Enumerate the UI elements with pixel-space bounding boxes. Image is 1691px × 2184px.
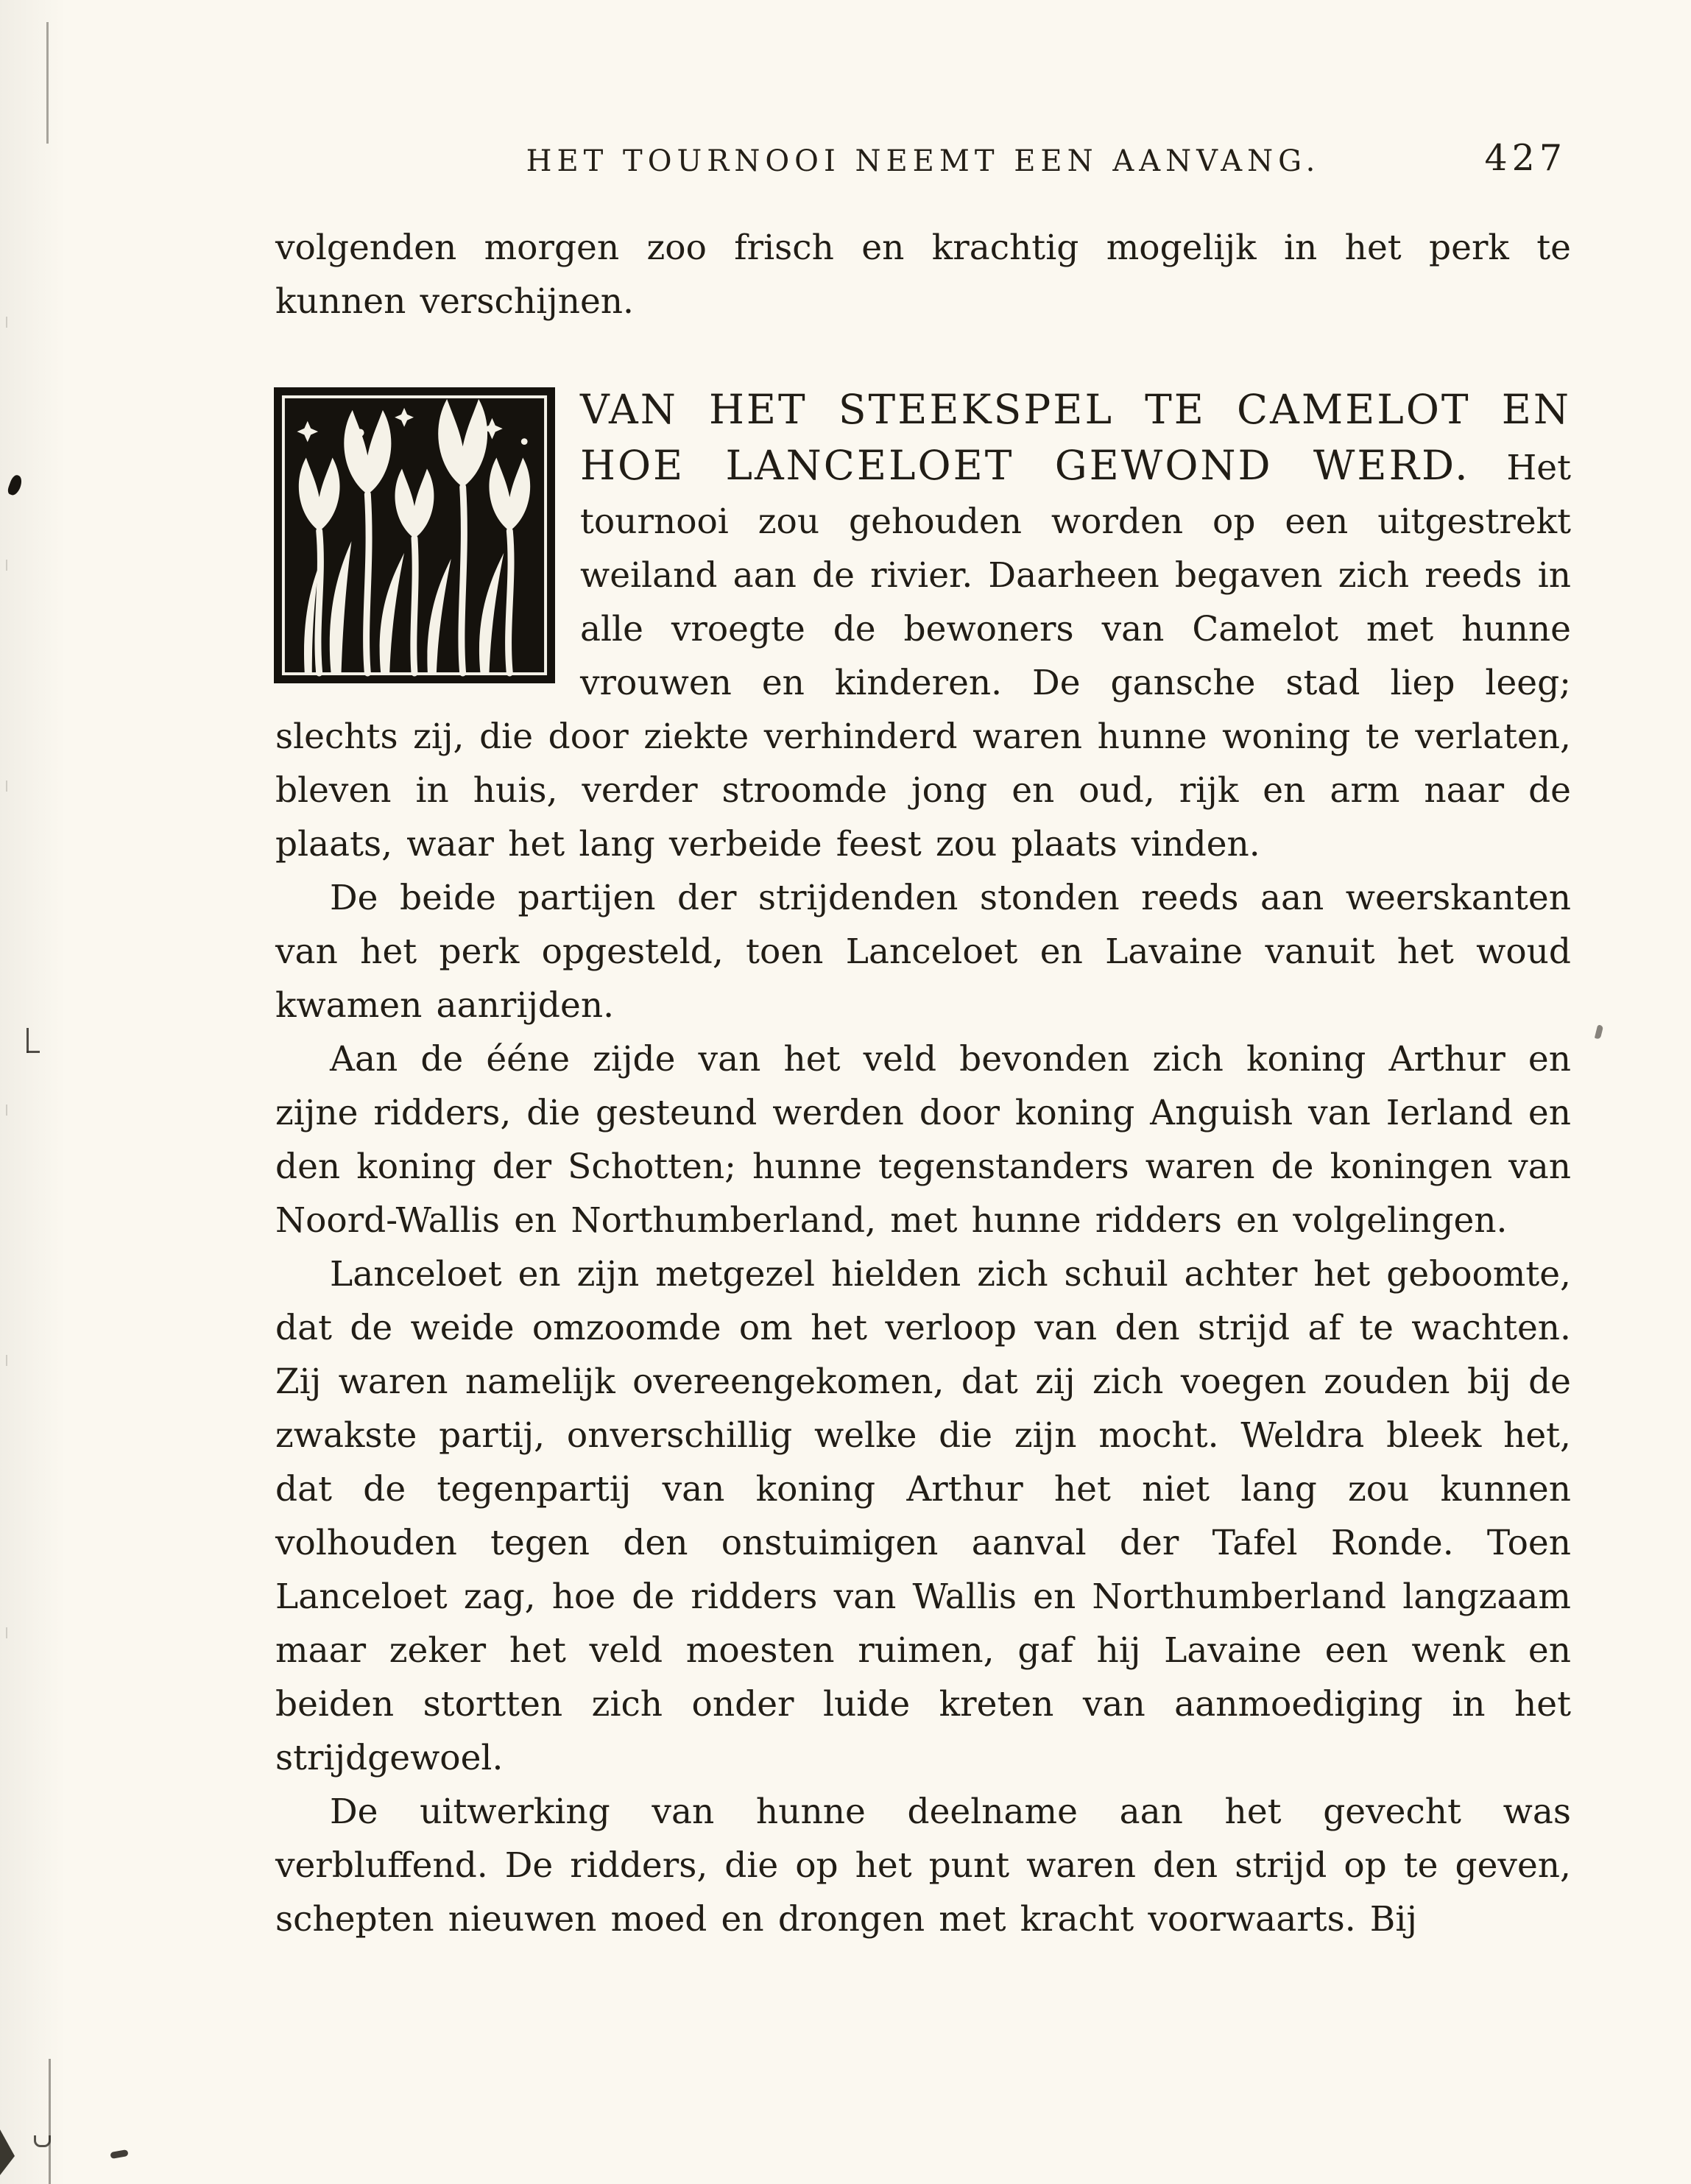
scan-artifact [27, 1028, 29, 1053]
scan-artifact [34, 2135, 51, 2147]
scan-artifact [49, 2059, 51, 2184]
paragraph: Lanceloet en zijn metgezel hielden zich schuil achter het geboomte, dat de weide omzoomde om het verloop van den strijd af te wachten. Zij waren namelijk overeengekomen, dat zij zich voegen zouden bij de zwakste partij, onverschillig welke die zijn mocht. Weldra bleek het, dat de tegenpartij van koning Arthur het niet lang zou kunnen volhouden tegen den onstuimigen aanval der Tafel Ronde. Toen Lanceloet zag, hoe de ridders van Wallis en Northumberland langzaam maar zeker het veld moesten ruimen, gaf hij Lavaine een wenk en beiden stortten zich onder luide kreten van aanmoediging in het strijdgewoel. [275, 1254, 1571, 1778]
text-column [275, 137, 1571, 1946]
scan-artifact [6, 560, 7, 571]
page-number: 427 [1484, 137, 1567, 179]
chapter-opening-paragraph [275, 383, 1571, 871]
paragraph: De uitwerking van hunne deelname aan het gevecht was verbluffend. De ridders, die op het punt waren den strijd op te geven, schepten nieuwen moed en drongen met kracht voorwaarts. Bij [275, 1792, 1571, 1940]
scan-artifact [6, 781, 7, 792]
continuation-paragraph: volgenden morgen zoo frisch en krachtig mogelijk in het perk te kunnen verschijnen. [275, 228, 1571, 322]
scan-artifact [46, 22, 49, 144]
running-title: HET TOURNOOI NEEMT EEN AANVANG. [526, 144, 1321, 178]
scan-artifact [6, 317, 7, 328]
scan-artifact [0, 2130, 15, 2175]
scan-artifact [27, 1051, 40, 1053]
chapter-opening-caps: VAN HET STEEKSPEL TE CAMELOT EN HOE LANCELOET GEWOND WERD. [580, 386, 1571, 489]
paragraph: De beide partijen der strijdenden stonden reeds aan weerskanten van het perk opgesteld, toen Lanceloet en Lavaine vanuit het woud kwamen aanrijden. [275, 878, 1571, 1026]
scan-artifact [6, 1627, 7, 1638]
woodcut-tulips-graphic [275, 389, 554, 682]
scan-artifact [7, 473, 24, 496]
chapter-opening-text: Het tournooi zou gehouden worden op een uitgestrekt weiland aan de rivier. Daarheen begaven zich reeds in alle vroegte de bewoners van Camelot met hunne vrouwen en kinderen. De gansche stad liep leeg; slechts zij, die door ziekte verhinderd waren hunne woning te verlaten, bleven in huis, verder stroomde jong en oud, rijk en arm naar de plaats, waar het lang verbeide feest zou plaats vinden. [275, 448, 1572, 864]
paragraph: Aan de ééne zijde van het veld bevonden zich koning Arthur en zijne ridders, die gesteund werden door koning Anguish van Ierland en den koning der Schotten; hunne tegenstanders waren de koningen van Noord-Wallis en Northumberland, met hunne ridders en volgelingen. [275, 1039, 1571, 1241]
scan-artifact [110, 2149, 128, 2159]
scan-artifact [1595, 1024, 1603, 1039]
scan-artifact [6, 1105, 7, 1116]
scan-artifact [6, 1355, 7, 1366]
page-header [275, 137, 1571, 199]
woodcut-initial-illustration [275, 389, 554, 682]
